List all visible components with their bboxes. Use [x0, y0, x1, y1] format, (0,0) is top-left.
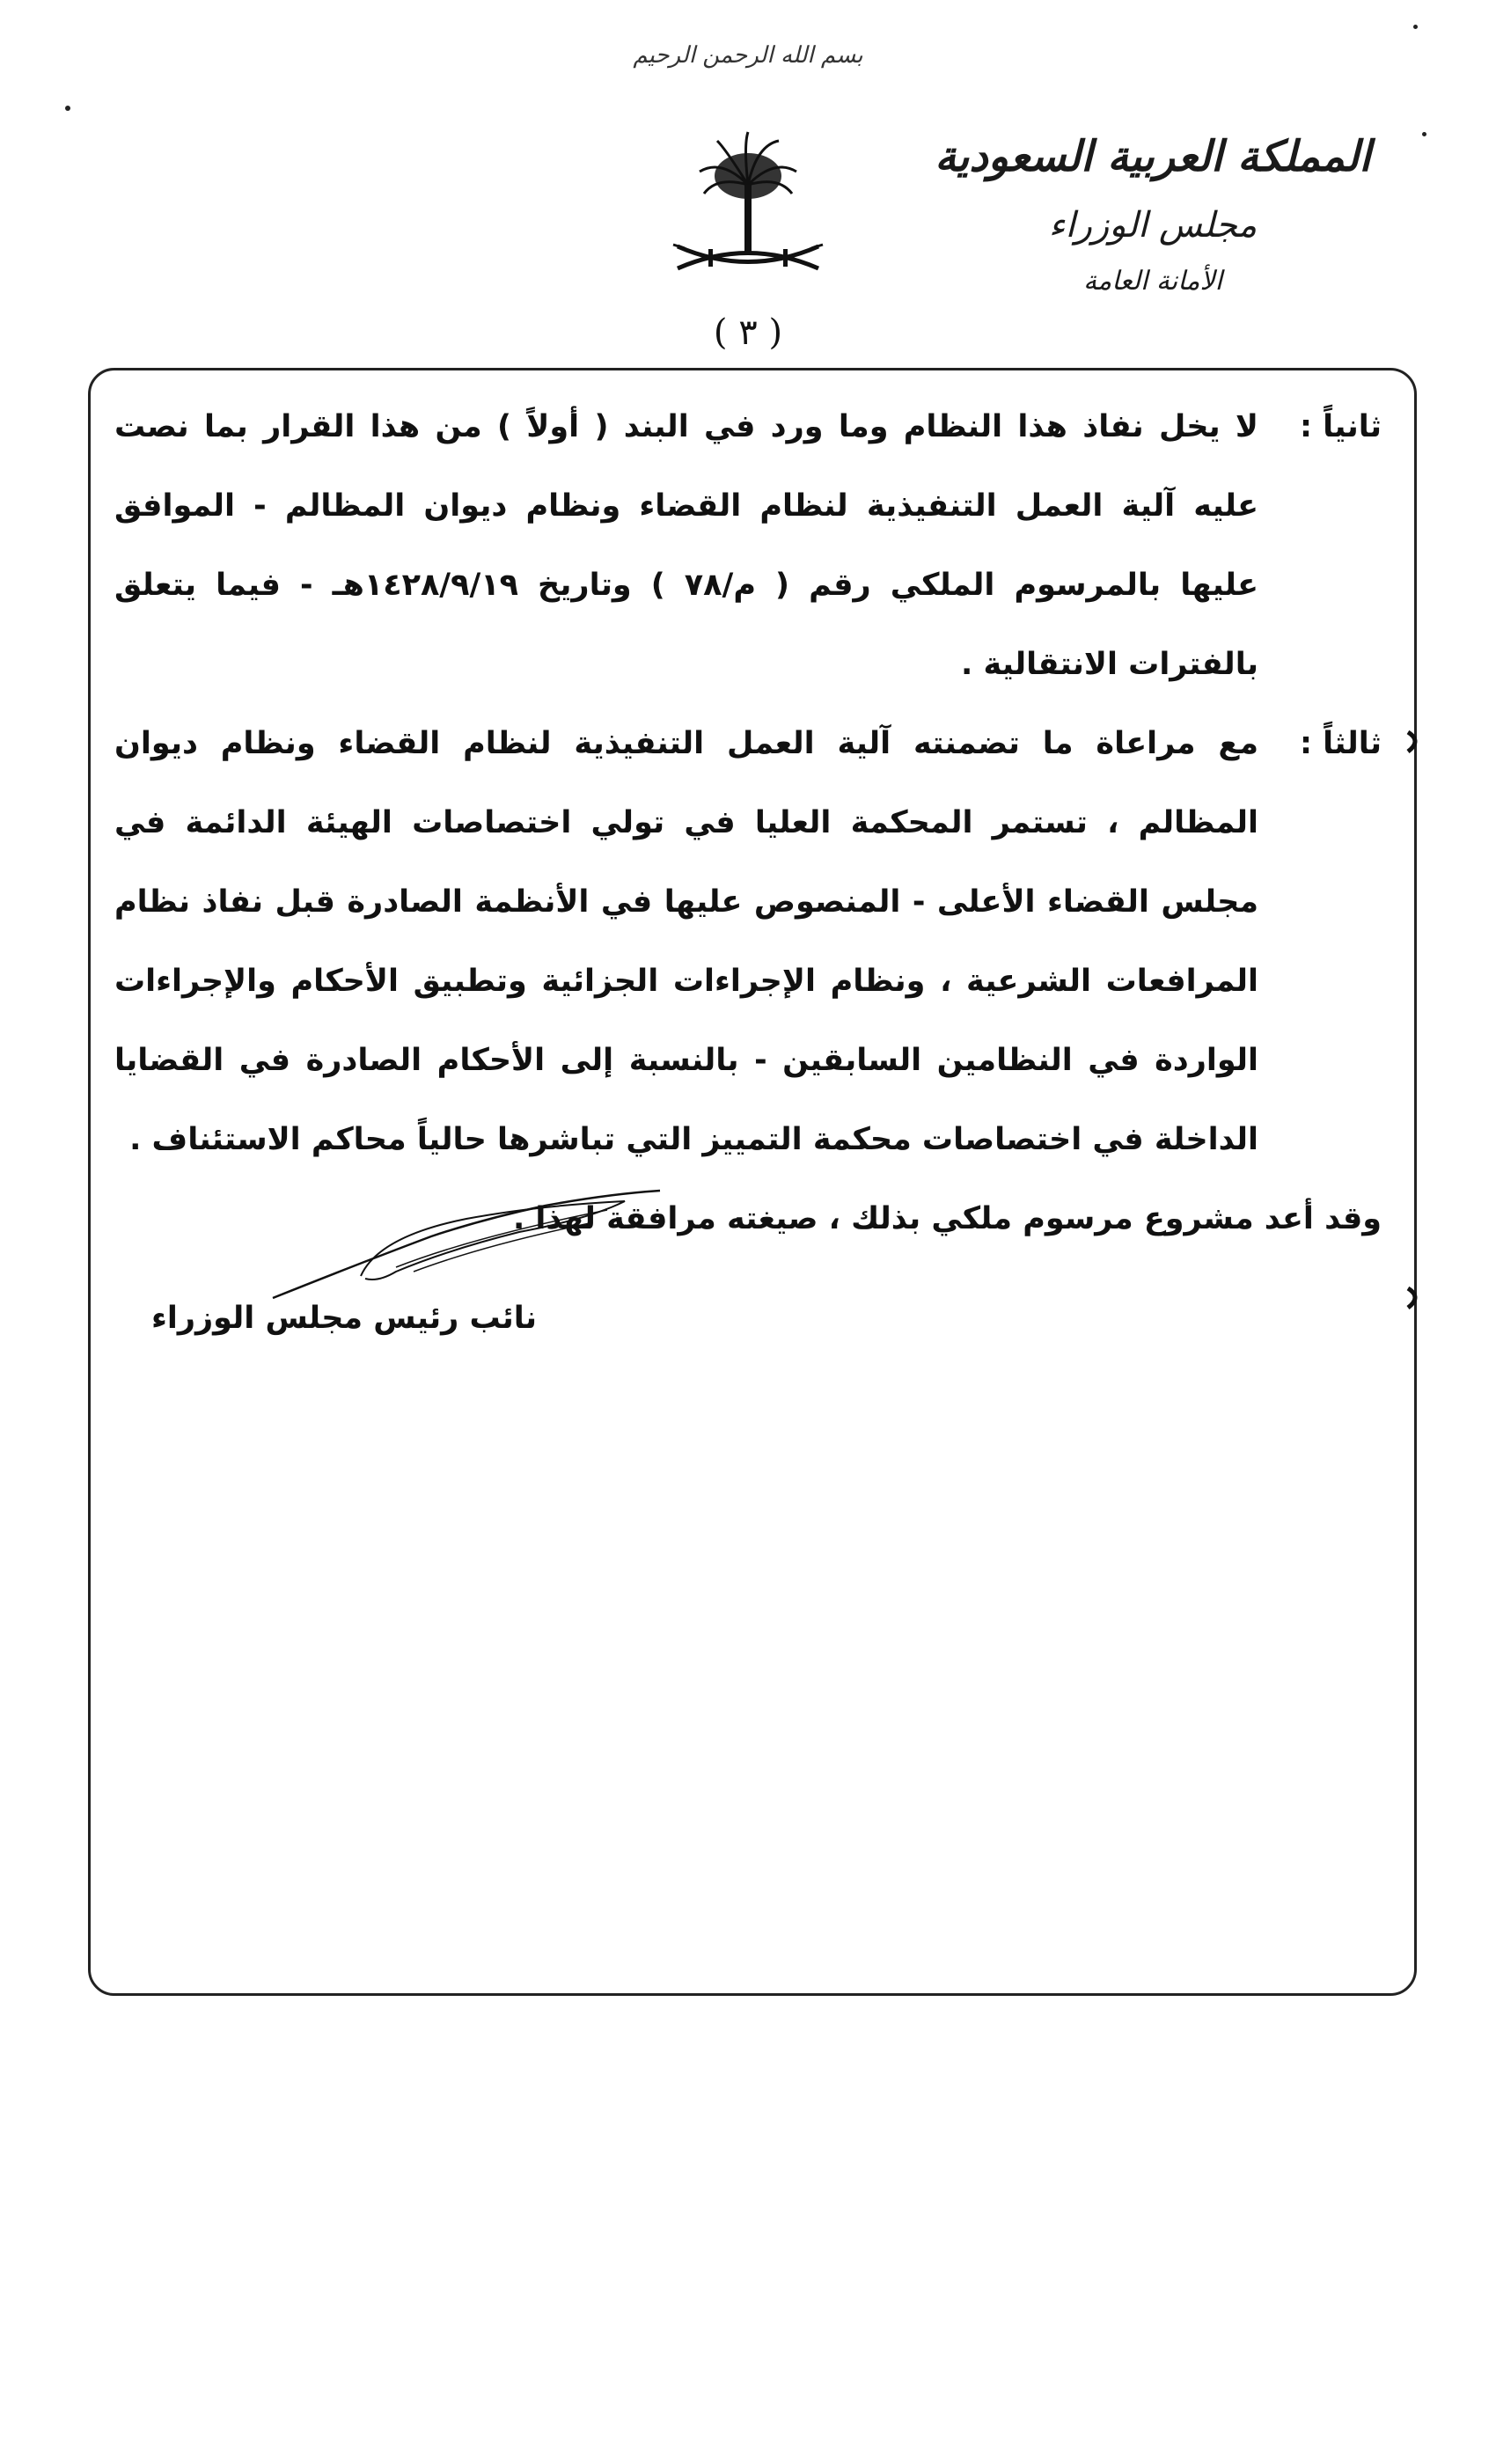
clause-text: مع مراعاة ما تضمنته آلية العمل التنفيذية لنظام القضاء ونظام ديوان المظالم ، تستمر المحكمة العليا في تولي اختصاصات الهيئة الدائمة في مجلس القضاء الأعلى - المنصوص عليها في الأنظمة الصادرة قبل نفاذ نظام المرافعات الشرعية ، ونظام الإجراءات الجزائية وتطبيق الأحكام والإجراءات الواردة في النظامين السابقين - بالنسبة إلى الأحكام الصادرة في القضايا الداخلة في اختصاصات محكمة التمييز التي تباشرها حالياً محاكم الاستئناف .	[114, 726, 1258, 1157]
clause-text: لا يخل نفاذ هذا النظام وما ورد في البند ( أولاً ) من هذا القرار بما نصت عليه آلية العمل التنفيذية لنظام القضاء ونظام ديوان المظالم - الموافق عليها بالمرسوم الملكي رقم ( م/٧٨ ) وتاريخ ١٤٢٨/٩/١٩هـ - فيما يتعلق بالفترات الانتقالية .	[114, 409, 1258, 682]
punch-hole-icon	[1404, 729, 1427, 755]
council-name: مجلس الوزراء	[1048, 204, 1258, 246]
decree-body	[114, 387, 1382, 1258]
clause-label: ثالثاً :	[1299, 726, 1382, 761]
scan-speck	[1413, 25, 1418, 29]
clause-label: ثانياً :	[1299, 409, 1382, 444]
closing-statement: وقد أعد مشروع مرسوم ملكي بذلك ، صيغته مرافقة لهذا .	[512, 1201, 1382, 1236]
clause-third	[114, 704, 1382, 1179]
handwritten-signature	[255, 1184, 678, 1307]
palm-and-swords-emblem-icon	[669, 123, 827, 299]
basmala: بسم الله الرحمن الرحيم	[633, 42, 863, 69]
scan-speck	[65, 106, 70, 111]
punch-hole-icon	[1404, 1285, 1427, 1311]
scan-speck	[1422, 132, 1426, 136]
signatory-title: نائب رئيس مجلس الوزراء	[150, 1301, 537, 1336]
organization-header	[924, 132, 1382, 297]
kingdom-name: المملكة العربية السعودية	[935, 132, 1371, 181]
page-number: ( ٣ )	[713, 312, 783, 353]
secretariat-name: الأمانة العامة	[1083, 265, 1222, 297]
clause-second	[114, 387, 1382, 704]
